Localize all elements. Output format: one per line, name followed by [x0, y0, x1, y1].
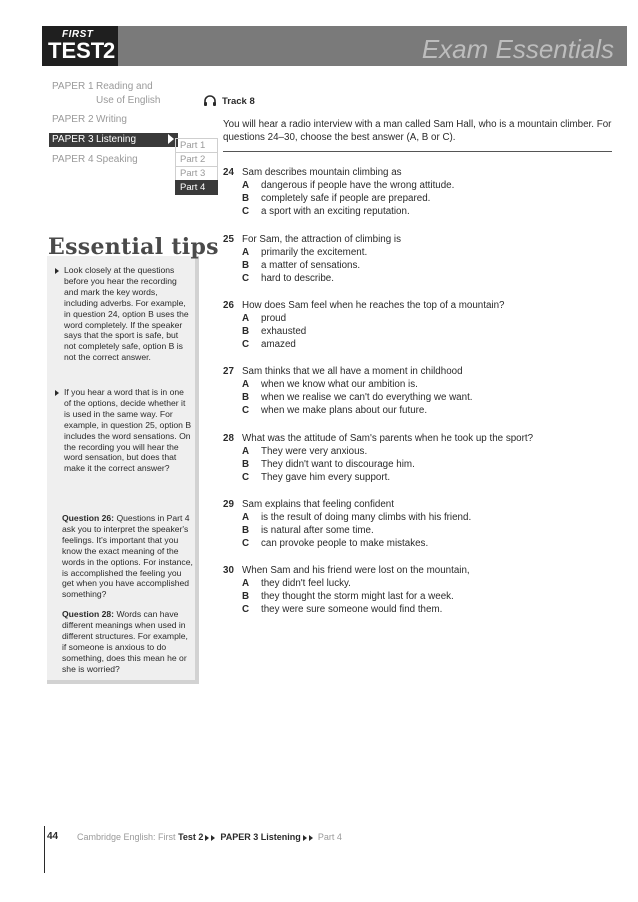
footer-part: Part 4	[317, 832, 342, 842]
paper-4-item[interactable]	[52, 153, 138, 167]
note-question-28	[62, 609, 194, 674]
footer-test: Test 2	[178, 832, 204, 842]
paper-name: Reading and	[96, 81, 153, 92]
option-b[interactable]: B when we realise we can't do everything we want.	[242, 392, 473, 403]
option-b[interactable]: B is natural after some time.	[242, 525, 374, 536]
tip-1: Look closely at the questions before you hear the recording and mark the key words, including adverbs. For example, in question 24, option B uses the word completely. If the speaker says that the sport is safe, but not completely safe, option B is not the correct answer.	[64, 265, 189, 363]
footer-paper: PAPER 3	[220, 832, 259, 842]
option-c[interactable]: C can provoke people to make mistakes.	[242, 538, 429, 549]
part-3-item[interactable]: Part 3	[175, 166, 218, 181]
arrow-right-icon	[211, 835, 215, 841]
footer-paper-name: Listening	[260, 832, 301, 842]
question-stem: What was the attitude of Sam's parents when he took up the sport?	[242, 433, 534, 444]
question-stem: When Sam and his friend were lost on the mountain,	[242, 565, 470, 576]
arrow-right-icon	[309, 835, 313, 841]
arrow-right-icon	[205, 835, 209, 841]
question-number: 24	[223, 167, 234, 178]
paper-2-item[interactable]	[52, 113, 127, 127]
headphones-icon	[203, 94, 217, 107]
paper-name: Writing	[96, 114, 127, 125]
section-title: Exam Essentials	[421, 34, 614, 64]
paper-label: PAPER 1	[52, 81, 94, 92]
part-1-item[interactable]: Part 1	[175, 138, 218, 153]
bullet-arrow-icon	[55, 268, 59, 274]
option-c[interactable]: C They gave him every support.	[242, 472, 391, 483]
note-text: Questions in Part 4 ask you to interpret the speaker's feelings. It's important that you know the exact meaning of the words in the options. For instance, is accomplished the feeling you get when you have accomplished something?	[62, 513, 193, 600]
question-number: 28	[223, 433, 234, 444]
paper-3-item[interactable]	[49, 133, 178, 147]
part-4-item[interactable]: Part 4	[175, 180, 218, 195]
question-stem: Sam describes mountain climbing as	[242, 167, 402, 178]
question-stem: Sam explains that feeling confident	[242, 499, 394, 510]
option-a[interactable]: A dangerous if people have the wrong attitude.	[242, 180, 455, 191]
question-number: 26	[223, 300, 234, 311]
option-c[interactable]: C hard to describe.	[242, 273, 334, 284]
book-title: Cambridge English: First	[77, 832, 176, 842]
option-a[interactable]: A when we know what our ambition is.	[242, 379, 418, 390]
option-a[interactable]: A They were very anxious.	[242, 446, 368, 457]
option-c[interactable]: C amazed	[242, 339, 296, 350]
question-number: 30	[223, 565, 234, 576]
bullet-arrow-icon	[55, 390, 59, 396]
option-a[interactable]: A primarily the excitement.	[242, 247, 368, 258]
question-number: 29	[223, 499, 234, 510]
paper-label: PAPER 3	[52, 134, 94, 145]
option-b[interactable]: B a matter of sensations.	[242, 260, 361, 271]
note-label: Question 28:	[62, 609, 115, 619]
option-a[interactable]: A proud	[242, 313, 287, 324]
option-b[interactable]: B they thought the storm might last for a week.	[242, 591, 454, 602]
question-stem: For Sam, the attraction of climbing is	[242, 234, 401, 245]
part-2-item[interactable]: Part 2	[175, 152, 218, 167]
note-question-26	[62, 513, 194, 600]
footer-rule	[44, 826, 45, 873]
option-a[interactable]: A is the result of doing many climbs with his friend.	[242, 512, 472, 523]
arrow-right-icon	[303, 835, 307, 841]
paper-name: Speaking	[96, 154, 138, 165]
footer-breadcrumb	[77, 832, 342, 842]
option-c[interactable]: C a sport with an exciting reputation.	[242, 206, 410, 217]
option-c[interactable]: C they were sure someone would find them.	[242, 604, 443, 615]
tip-2: If you hear a word that is in one of the options, decide whether it is used in the same way. For example, in question 25, option B includes the word sensations. On the recording you will hear the word sensation, but does that make it the correct answer?	[64, 387, 192, 474]
tips-title: Essential tips	[48, 234, 219, 260]
paper-label: PAPER 2	[52, 114, 94, 125]
option-b[interactable]: B completely safe if people are prepared.	[242, 193, 431, 204]
note-text: Words can have different meanings when used in different structures. For example, if someone is anxious to do something, does this mean he or she is worried?	[62, 609, 188, 674]
arrow-right-icon	[168, 134, 174, 144]
paper-name: Listening	[96, 134, 137, 145]
paper-name-line2: Use of English	[96, 95, 161, 106]
option-b[interactable]: B exhausted	[242, 326, 307, 337]
option-b[interactable]: B They didn't want to discourage him.	[242, 459, 415, 470]
paper-label: PAPER 4	[52, 154, 94, 165]
question-number: 27	[223, 366, 234, 377]
paper-1-item[interactable]	[52, 80, 160, 108]
question-stem: How does Sam feel when he reaches the top of a mountain?	[242, 300, 505, 311]
divider	[223, 151, 612, 152]
first-label: FIRST	[62, 29, 94, 40]
test-number: 2	[103, 38, 116, 63]
option-c[interactable]: C when we make plans about our future.	[242, 405, 428, 416]
page-number: 44	[47, 831, 59, 842]
track-label: Track 8	[222, 96, 255, 107]
task-instructions: You will hear a radio interview with a man called Sam Hall, who is a mountain climber. For questions 24–30, choose the best answer (A, B or C).	[223, 119, 612, 143]
note-label: Question 26:	[62, 513, 115, 523]
question-number: 25	[223, 234, 234, 245]
option-a[interactable]: A they didn't feel lucky.	[242, 578, 351, 589]
test-label: TEST	[48, 38, 105, 63]
question-stem: Sam thinks that we all have a moment in childhood	[242, 366, 463, 377]
